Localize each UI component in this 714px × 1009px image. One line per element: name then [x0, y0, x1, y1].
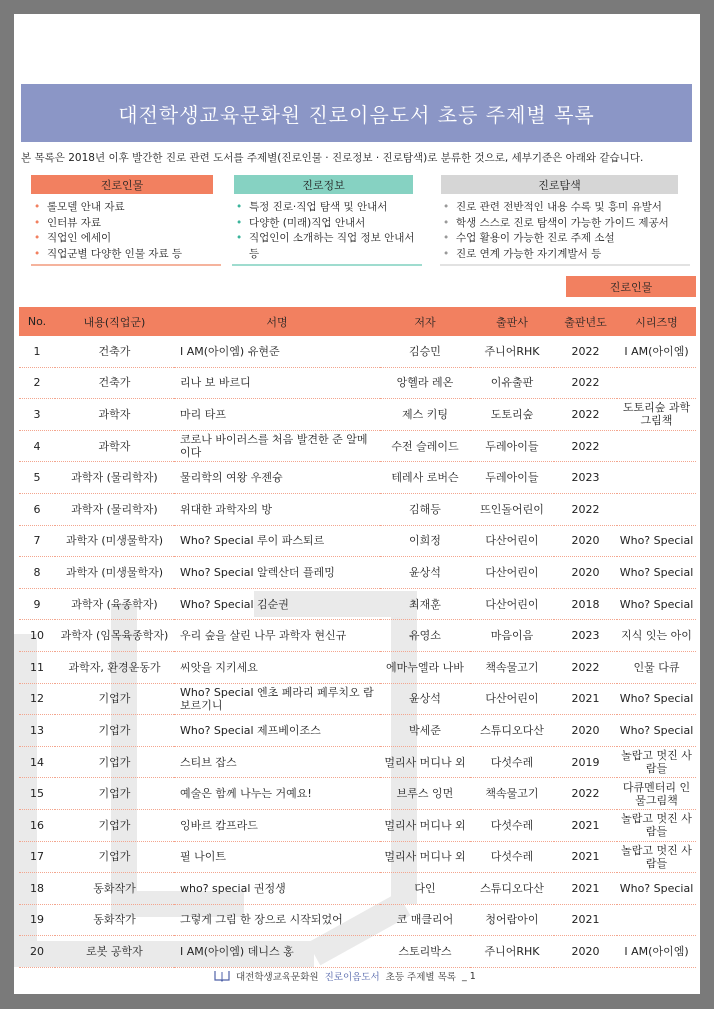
table-cell: 2021 — [554, 683, 617, 715]
table-cell: 다산어린이 — [470, 588, 554, 620]
table-cell: 박세준 — [380, 715, 470, 747]
table-cell: 2020 — [554, 936, 617, 968]
table-cell — [617, 430, 696, 462]
table-cell: 다산어린이 — [470, 683, 554, 715]
table-cell — [617, 904, 696, 936]
table-cell: 과학자 (육종학자) — [55, 588, 174, 620]
table-cell: 15 — [19, 778, 55, 810]
table-cell: 기업가 — [55, 841, 174, 873]
table-row — [19, 651, 696, 683]
table-cell: 건축가 — [55, 336, 174, 367]
table-cell: 4 — [19, 430, 55, 462]
table-cell: 마음이음 — [470, 620, 554, 652]
table-cell: 2022 — [554, 651, 617, 683]
table-cell: 과학자 — [55, 430, 174, 462]
table-row — [19, 936, 696, 968]
table-row — [19, 588, 696, 620]
list-item: • 직업인이 소개하는 직업 정보 안내서 등 — [236, 232, 415, 260]
table-cell: 3 — [19, 399, 55, 431]
column-header: 출판사 — [470, 307, 554, 336]
table-row — [19, 336, 696, 367]
table-cell: 필 나이트 — [174, 841, 380, 873]
table-cell: 5 — [19, 462, 55, 494]
column-header: 저자 — [380, 307, 470, 336]
table-row — [19, 557, 696, 589]
category-list-explore — [443, 200, 683, 262]
table-cell: 20 — [19, 936, 55, 968]
table-cell: 2022 — [554, 336, 617, 367]
table-cell: 10 — [19, 620, 55, 652]
table-cell: 리나 보 바르디 — [174, 367, 380, 399]
table-cell: 그렇게 그림 한 장으로 시작되었어 — [174, 904, 380, 936]
table-cell: 19 — [19, 904, 55, 936]
footer-highlight: 진로이음도서 — [324, 972, 380, 983]
column-header: No. — [19, 307, 55, 336]
table-cell: 스튜디오다산 — [470, 715, 554, 747]
table-cell: 다섯수레 — [470, 809, 554, 841]
table-cell: 이희정 — [380, 525, 470, 557]
table-cell: 12 — [19, 683, 55, 715]
table-cell: 주니어RHK — [470, 936, 554, 968]
table-cell: 놀랍고 멋진 사람들 — [617, 809, 696, 841]
table-cell: 2020 — [554, 557, 617, 589]
table-cell: 김승민 — [380, 336, 470, 367]
footer-org: 대전학생교육문화원 — [236, 972, 319, 983]
table-cell: Who? Special — [617, 873, 696, 905]
table-cell: 앙헬라 레온 — [380, 367, 470, 399]
table-cell: 2022 — [554, 430, 617, 462]
table-cell: 스티브 잡스 — [174, 746, 380, 778]
table-cell: 스튜디오다산 — [470, 873, 554, 905]
table-row — [19, 809, 696, 841]
table-cell: 예술은 함께 나누는 거예요! — [174, 778, 380, 810]
table-cell: 2019 — [554, 746, 617, 778]
table-cell: Who? Special — [617, 588, 696, 620]
table-cell: 기업가 — [55, 746, 174, 778]
table-cell: 2022 — [554, 493, 617, 525]
table-cell: 과학자 (물리학자) — [55, 462, 174, 494]
table-cell: 8 — [19, 557, 55, 589]
table-cell: 다인 — [380, 873, 470, 905]
table-cell: 2 — [19, 367, 55, 399]
table-cell: 과학자 (임목육종학자) — [55, 620, 174, 652]
table-cell: 동화작가 — [55, 873, 174, 905]
table-cell: 2023 — [554, 462, 617, 494]
table-cell — [617, 367, 696, 399]
table-cell: 2020 — [554, 525, 617, 557]
table-cell: 두레아이들 — [470, 462, 554, 494]
table-cell: 13 — [19, 715, 55, 747]
table-cell: 건축가 — [55, 367, 174, 399]
table-cell: 도토리숲 과학그림책 — [617, 399, 696, 431]
table-cell: 2021 — [554, 873, 617, 905]
table-cell: 멀리사 머디나 외 — [380, 841, 470, 873]
table-cell: 2021 — [554, 809, 617, 841]
table-cell: 마리 타프 — [174, 399, 380, 431]
table-cell: 지식 잇는 아이 — [617, 620, 696, 652]
table-row — [19, 873, 696, 905]
table-cell: 7 — [19, 525, 55, 557]
table-cell: 수전 슬레이드 — [380, 430, 470, 462]
table-cell: I AM(아이엠) — [617, 336, 696, 367]
column-header: 출판년도 — [554, 307, 617, 336]
divider — [440, 264, 690, 266]
table-cell: 최재훈 — [380, 588, 470, 620]
table-cell: 1 — [19, 336, 55, 367]
table-cell: 다산어린이 — [470, 525, 554, 557]
table-cell: 인물 다큐 — [617, 651, 696, 683]
table-cell: 16 — [19, 809, 55, 841]
table-cell: 기업가 — [55, 809, 174, 841]
divider — [31, 264, 221, 266]
document-page — [14, 14, 700, 994]
table-cell: 유영소 — [380, 620, 470, 652]
table-cell: 멀리사 머디나 외 — [380, 746, 470, 778]
table-cell: 다섯수레 — [470, 746, 554, 778]
table-cell: 도토리숲 — [470, 399, 554, 431]
table-cell: 2023 — [554, 620, 617, 652]
table-cell: 브루스 잉먼 — [380, 778, 470, 810]
table-row — [19, 715, 696, 747]
table-cell: 18 — [19, 873, 55, 905]
column-header: 시리즈명 — [617, 307, 696, 336]
list-item: • 진로 연계 가능한 자기계발서 등 — [443, 247, 602, 260]
table-cell: 멀리사 머디나 외 — [380, 809, 470, 841]
table-row — [19, 430, 696, 462]
table-row — [19, 778, 696, 810]
table-cell: 과학자 (미생물학자) — [55, 557, 174, 589]
book-icon — [214, 970, 230, 982]
table-cell: 코로나 바이러스를 처음 발견한 준 알메이다 — [174, 430, 380, 462]
table-row — [19, 462, 696, 494]
category-header-people: 진로인물 — [31, 175, 213, 194]
section-tag: 진로인물 — [566, 276, 696, 297]
table-cell: 물리학의 여왕 우젠슝 — [174, 462, 380, 494]
table-cell: 기업가 — [55, 778, 174, 810]
table-cell: 다큐멘터리 인물그림책 — [617, 778, 696, 810]
table-cell: 다산어린이 — [470, 557, 554, 589]
table-cell: 두레아이들 — [470, 430, 554, 462]
book-table — [19, 307, 696, 968]
table-row — [19, 525, 696, 557]
table-row — [19, 841, 696, 873]
table-cell: 코 매클리어 — [380, 904, 470, 936]
table-cell: Who? Special 루이 파스퇴르 — [174, 525, 380, 557]
table-cell: 로봇 공학자 — [55, 936, 174, 968]
intro-text: 본 목록은 2018년 이후 발간한 진로 관련 도서를 주제별(진로인물 · 진로정보 · 진로탐색)로 분류한 것으로, 세부기준은 아래와 같습니다. — [21, 152, 644, 164]
list-item: • 수업 활용이 가능한 진로 주제 소설 — [443, 232, 615, 244]
table-cell: 에마누엘라 나바 — [380, 651, 470, 683]
table-cell — [617, 493, 696, 525]
table-cell: 스토리박스 — [380, 936, 470, 968]
list-item: • 인터뷰 자료 — [34, 216, 102, 229]
table-cell: 우리 숲을 살린 나무 과학자 현신규 — [174, 620, 380, 652]
table-cell: 과학자 (물리학자) — [55, 493, 174, 525]
table-cell: I AM(아이엠) 유현준 — [174, 336, 380, 367]
table-cell: 잉바르 캄프라드 — [174, 809, 380, 841]
table-cell: Who? Special 제프베이조스 — [174, 715, 380, 747]
table-cell: 청어람아이 — [470, 904, 554, 936]
page-number: _ 1 — [461, 970, 476, 982]
table-cell: 뜨인돌어린이 — [470, 493, 554, 525]
table-cell: 다섯수레 — [470, 841, 554, 873]
table-row — [19, 683, 696, 715]
table-cell: 김해등 — [380, 493, 470, 525]
title-banner — [21, 84, 692, 142]
table-cell: 2021 — [554, 841, 617, 873]
table-cell: 기업가 — [55, 683, 174, 715]
table-cell: 씨앗을 지키세요 — [174, 651, 380, 683]
table-cell: 동화작가 — [55, 904, 174, 936]
list-item: • 다양한 (미래)직업 안내서 — [236, 216, 366, 229]
table-cell: 제스 키팅 — [380, 399, 470, 431]
category-header-info: 진로정보 — [234, 175, 413, 194]
table-cell: 2021 — [554, 904, 617, 936]
table-cell: I AM(아이엠) — [617, 936, 696, 968]
table-cell: 책속물고기 — [470, 651, 554, 683]
list-item: • 진로 관련 전반적인 내용 수록 및 흥미 유발서 — [443, 201, 662, 213]
table-row — [19, 367, 696, 399]
table-cell: 과학자, 환경운동가 — [55, 651, 174, 683]
table-cell — [617, 462, 696, 494]
table-cell: 놀랍고 멋진 사람들 — [617, 841, 696, 873]
list-item: • 특정 진로·직업 탐색 및 안내서 — [236, 201, 388, 213]
table-cell: Who? Special — [617, 715, 696, 747]
table-cell: Who? Special 김순권 — [174, 588, 380, 620]
table-cell: 윤상석 — [380, 683, 470, 715]
table-cell: Who? Special 알렉산더 플레밍 — [174, 557, 380, 589]
table-row — [19, 746, 696, 778]
column-header: 서명 — [174, 307, 380, 336]
table-cell: Who? Special — [617, 525, 696, 557]
table-row — [19, 620, 696, 652]
table-cell: Who? Special 엔초 페라리 페루치오 람보르기니 — [174, 683, 380, 715]
page-title: 대전학생교육문화원 진로이음도서 초등 주제별 목록 — [118, 102, 595, 127]
table-cell: 놀랍고 멋진 사람들 — [617, 746, 696, 778]
table-cell: 위대한 과학자의 방 — [174, 493, 380, 525]
table-row — [19, 904, 696, 936]
table-cell: 기업가 — [55, 715, 174, 747]
category-list-info — [236, 200, 422, 262]
table-cell: who? special 권정생 — [174, 873, 380, 905]
column-header: 내용(직업군) — [55, 307, 174, 336]
table-cell: 2022 — [554, 778, 617, 810]
list-item: • 직업군별 다양한 인물 자료 등 — [34, 247, 183, 260]
footer-rest: 초등 주제별 목록 — [385, 972, 456, 983]
table-cell: 2020 — [554, 715, 617, 747]
table-cell: 17 — [19, 841, 55, 873]
list-item: • 롤모델 안내 자료 — [34, 201, 125, 213]
table-cell: 책속물고기 — [470, 778, 554, 810]
list-item: • 직업인 에세이 — [34, 232, 112, 244]
table-cell: 2022 — [554, 367, 617, 399]
table-cell: Who? Special — [617, 557, 696, 589]
table-cell: I AM(아이엠) 데니스 홍 — [174, 936, 380, 968]
category-list-people — [34, 200, 224, 262]
table-cell: 과학자 — [55, 399, 174, 431]
list-item: • 학생 스스로 진로 탐색이 가능한 가이드 제공서 — [443, 216, 669, 229]
table-row — [19, 399, 696, 431]
page-footer — [214, 969, 476, 983]
table-cell: 11 — [19, 651, 55, 683]
table-cell: 2022 — [554, 399, 617, 431]
table-cell: 14 — [19, 746, 55, 778]
table-cell: 주니어RHK — [470, 336, 554, 367]
divider — [232, 264, 422, 266]
table-cell: 6 — [19, 493, 55, 525]
table-cell: 이유출판 — [470, 367, 554, 399]
table-cell: 테레사 로버슨 — [380, 462, 470, 494]
table-cell: 과학자 (미생물학자) — [55, 525, 174, 557]
table-cell: 2018 — [554, 588, 617, 620]
table-row — [19, 493, 696, 525]
table-cell: 윤상석 — [380, 557, 470, 589]
table-header-row — [19, 307, 696, 336]
table-cell: Who? Special — [617, 683, 696, 715]
category-header-explore: 진로탐색 — [441, 175, 678, 194]
table-cell: 9 — [19, 588, 55, 620]
